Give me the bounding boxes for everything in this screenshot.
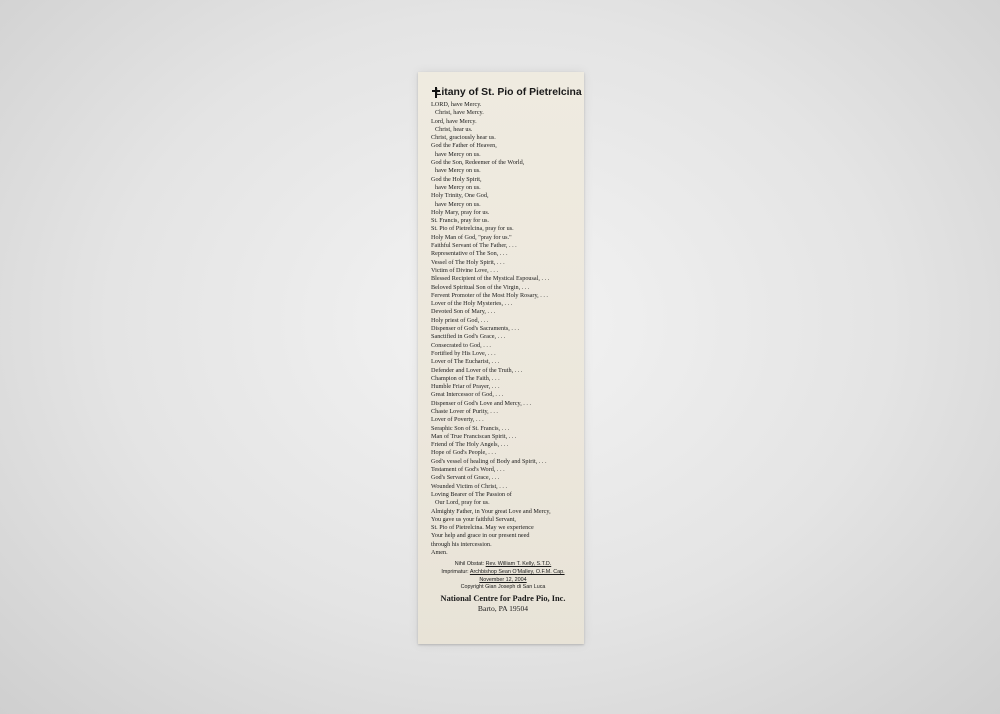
litany-line: Christ, graciously hear us. — [431, 134, 496, 142]
litany-line: Testament of God's Word, . . . — [431, 466, 505, 474]
litany-line: LORD, have Mercy. — [431, 101, 482, 108]
imprimatur: Imprimatur: Archbishop Sean O'Malley, O.F.M. Cap. — [441, 568, 565, 575]
litany-line: have Mercy on us. — [435, 150, 481, 158]
litany-line: Holy Trinity, One God, — [431, 192, 489, 200]
litany-line: Holy Man of God, "pray for us." — [431, 233, 512, 241]
litany-line: Dispenser of God's Sacraments, . . . — [431, 325, 520, 333]
litany-line: Champion of The Faith, . . . — [431, 374, 500, 382]
copyright: Copyright Gian Joseph di San Luca — [460, 584, 546, 591]
litany-line: Faithful Servant of The Father, . . . — [431, 242, 517, 250]
card-title-text: Litany of St. Pio of Pietrelcina — [435, 87, 582, 98]
litany-line: Christ, have Mercy. — [435, 109, 484, 117]
litany-line: Consecrated to God, . . . — [431, 341, 491, 349]
litany-line: God's vessel of healing of Body and Spirit, . . . — [431, 457, 547, 465]
litany-line: Beloved Spiritual Son of the Virgin, . . . — [431, 283, 530, 291]
bookmark-card — [418, 72, 584, 644]
litany-line: Devoted Son of Mary, . . . — [431, 308, 496, 316]
litany-line: have Mercy on us. — [435, 167, 481, 175]
litany-line: Fervent Promoter of the Most Holy Rosary, . . . — [431, 291, 548, 299]
litany-line: Friend of The Holy Angels, . . . — [431, 441, 509, 449]
approval-date: November 12, 2004 — [479, 576, 527, 583]
litany-line: Amen. — [431, 549, 448, 557]
litany-line: God the Son, Redeemer of the World, — [431, 159, 525, 167]
litany-line: St. Pio of Pietrelcina, pray for us. — [431, 225, 514, 233]
litany-line: Great Intercessor of God, . . . — [431, 391, 504, 399]
litany-line: Hope of God's People, . . . — [431, 449, 497, 457]
litany-line: Fortified by His Love, . . . — [431, 349, 496, 357]
nihil-obstat-name: Rev. William T. Kelly, S.T.D. — [485, 561, 552, 568]
litany-line: Chaste Lover of Purity, . . . — [431, 407, 498, 415]
litany-line: God the Father of Heaven, — [431, 142, 497, 150]
litany-line: Sanctified in God's Grace, . . . — [431, 333, 506, 341]
litany-line: Seraphic Son of St. Francis, . . . — [431, 424, 510, 432]
litany-line: Humble Friar of Prayer, . . . — [431, 383, 500, 391]
litany-lines — [431, 101, 578, 557]
publisher-name: National Centre for Padre Pio, Inc. — [440, 593, 566, 603]
litany-line: Almighty Father, in Your great Love and Mercy, — [431, 507, 551, 515]
litany-line: Your help and grace in our present need — [431, 532, 530, 540]
litany-line: St. Pio of Pietrelcina. May we experience — [431, 524, 534, 532]
litany-line: God the Holy Spirit, — [431, 175, 482, 183]
litany-line: have Mercy on us. — [435, 200, 481, 208]
nihil-obstat: Nihil Obstat: Rev. William T. Kelly, S.T.D. — [454, 561, 552, 568]
card-title — [431, 86, 582, 99]
litany-line: Lover of The Eucharist, . . . — [431, 358, 500, 366]
publisher-address: Barto, PA 19504 — [477, 603, 529, 613]
litany-line: Our Lord, pray for us. — [435, 499, 490, 507]
litany-line: Lord, have Mercy. — [431, 117, 477, 125]
litany-line: Defender and Lover of the Truth, . . . — [431, 366, 523, 374]
litany-line: Lover of Poverty, . . . — [431, 416, 484, 424]
litany-line: Representative of The Son, . . . — [431, 250, 508, 258]
litany-line: Dispenser of God's Love and Mercy, . . . — [431, 399, 532, 407]
litany-line: St. Francis, pray for us. — [431, 217, 489, 225]
litany-line: You gave us your faithful Servant, — [431, 515, 516, 523]
litany-line: Vessel of The Holy Spirit, . . . — [431, 258, 505, 266]
litany-line: Man of True Franciscan Spirit, . . . — [431, 432, 517, 440]
litany-line: Wounded Victim of Christ, . . . — [431, 482, 508, 490]
litany-line: Loving Bearer of The Passion of — [431, 490, 512, 498]
litany-line: Christ, hear us. — [435, 125, 473, 133]
litany-line: Lover of the Holy Mysteries, . . . — [431, 300, 513, 308]
litany-line: have Mercy on us. — [435, 183, 481, 191]
imprimatur-name: Archbishop Sean O'Malley, O.F.M. Cap. — [469, 568, 565, 575]
litany-line: Holy Mary, pray for us. — [431, 208, 490, 216]
litany-line: Holy priest of God, . . . — [431, 316, 489, 324]
litany-line: God's Servant of Grace, . . . — [431, 474, 500, 482]
litany-line: Blessed Recipient of the Mystical Espousal, . . . — [431, 275, 550, 283]
approvals — [431, 561, 575, 591]
litany-line: Victim of Divine Love, . . . — [431, 266, 498, 274]
litany-line: through his intercession. — [431, 540, 492, 548]
